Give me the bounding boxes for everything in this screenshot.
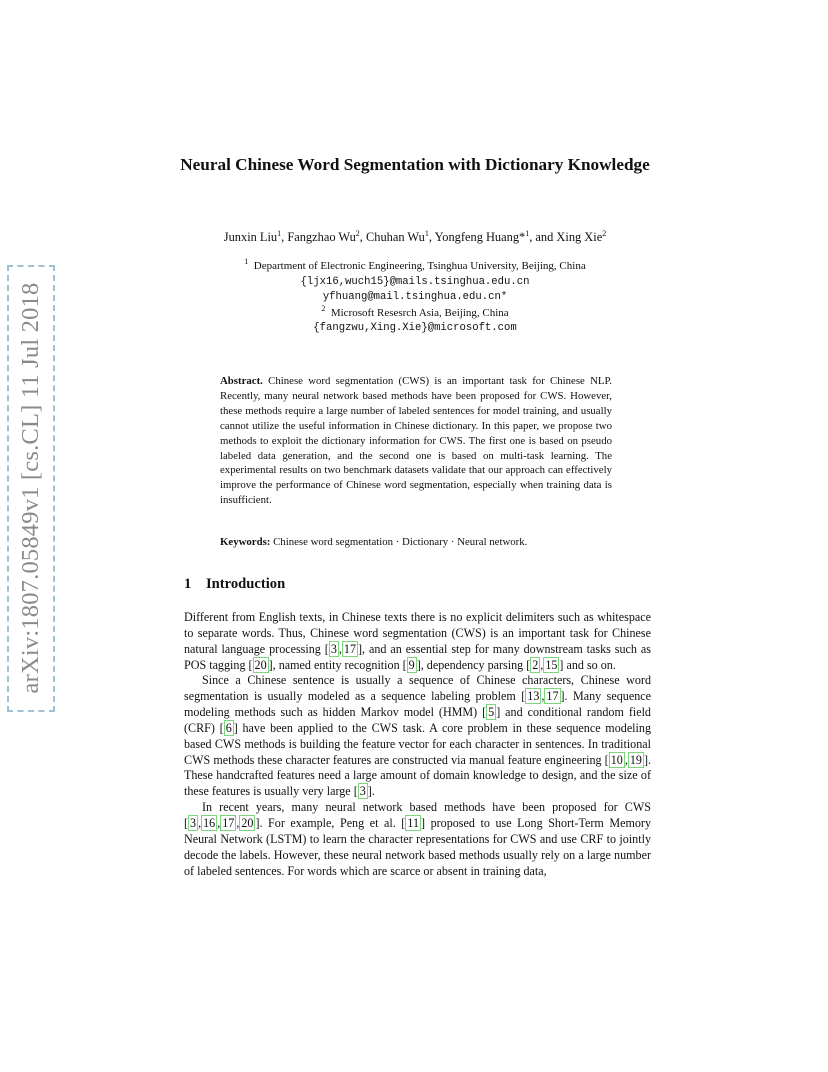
text-segment: ], named entity recognition [: [268, 657, 407, 672]
author-affiliation-sup: 1: [277, 229, 282, 238]
keywords: [220, 535, 612, 550]
arxiv-identifier: arXiv:1807.05849v1 [cs.CL] 11 Jul 2018: [17, 282, 44, 694]
text-segment: ,: [624, 752, 628, 767]
author-name: Junxin Liu: [223, 230, 278, 244]
author-name: Chuhan Wu: [366, 230, 425, 244]
citation-link[interactable]: 9: [408, 657, 415, 672]
text-segment: ]. For example, Peng et al. [: [255, 815, 406, 830]
citation-link[interactable]: 13: [527, 689, 540, 704]
paper-title: Neural Chinese Word Segmentation with Dictionary Knowledge: [180, 155, 650, 174]
affiliation-2-email: {fangzwu,Xing.Xie}@microsoft.com: [313, 322, 517, 334]
text-segment: ] proposed to use Long Short-Term Memory Neural Network (LSTM) to learn the character representations for CWS and use CRF to jointly decode the labels. However, these neural network based methods usually rely on a large number of labeled sentences. For words which are scarce or absent in training data,: [184, 815, 651, 878]
text-segment: ], and an essential step for many downstream tasks such as POS tagging [: [184, 641, 651, 672]
author-name: Yongfeng Huang: [434, 230, 520, 244]
text-segment: ,: [217, 815, 221, 830]
keywords-text: Chinese word segmentation · Dictionary · Neural network.: [273, 536, 528, 548]
author-affiliation-sup: 2: [602, 229, 607, 238]
text-segment: Different from English texts, in Chinese texts there is no explicit delimiters such as whitespace to separate words. Thus, Chinese word segmentation (CWS) is an important task for Chinese natural language processing [: [184, 610, 651, 656]
citation-link[interactable]: 5: [488, 705, 495, 720]
text-segment: ] and so on.: [559, 657, 616, 672]
paragraph: [184, 673, 651, 800]
author-affiliation-sup: 2: [355, 229, 360, 238]
corresponding-mark: *: [519, 230, 526, 244]
citation-link[interactable]: 17: [343, 641, 356, 656]
author-name: Xing Xie: [556, 230, 603, 244]
affiliation-1-email: {ljx16,wuch15}@mails.tsinghua.edu.cn: [300, 275, 530, 288]
text-segment: Since a Chinese sentence is usually a sequence of Chinese characters, Chinese word segmentation is usually modeled as a sequence labeling problem [: [184, 673, 651, 704]
abstract-label: Abstract.: [220, 375, 263, 387]
citation-link[interactable]: 20: [241, 815, 254, 830]
text-segment: ,: [338, 641, 342, 656]
citation-link[interactable]: 17: [546, 689, 559, 704]
affiliation-1: $^1$ Department of Electronic Engineering, Tsinghua University, Beijing, China: [244, 257, 586, 272]
section-number: 1: [184, 576, 192, 592]
citation-link[interactable]: 3: [330, 641, 337, 656]
citation-link[interactable]: 16: [203, 815, 216, 830]
citation-link[interactable]: 15: [545, 657, 558, 672]
text-segment: ]. These handcrafted features need a large amount of domain knowledge to design, and the size of these features is usually very large [: [184, 752, 651, 799]
citation-link[interactable]: 6: [225, 720, 232, 735]
citation-link[interactable]: 3: [190, 815, 197, 830]
author-name: Fangzhao Wu: [287, 230, 356, 244]
paragraph: [184, 610, 651, 673]
author-list: Junxin Liu$^1$, Fangzhao Wu$^2$, Chuhan Wu$^1$, Yongfeng Huang*$^1$, and Xing Xie$^2$: [223, 229, 607, 244]
affiliation-1-email-2: yfhuang@mail.tsinghua.edu.cn*: [322, 291, 508, 303]
text-segment: ].: [367, 784, 375, 799]
citation-link[interactable]: 17: [222, 815, 235, 830]
text-segment: ,: [198, 815, 202, 830]
affiliations: [130, 259, 700, 337]
author-affiliation-sup: 1: [424, 229, 429, 238]
text-segment: ] have been applied to the CWS task. A core problem in these sequence modeling based CWS methods is building the feature vector for each character in sentences. In traditional CWS methods these character features are constructed via manual feature engineering [: [184, 720, 651, 767]
body-text: [184, 610, 651, 879]
text-segment: ,: [541, 689, 545, 704]
author-affiliation-sup: 1: [525, 229, 530, 238]
citation-link[interactable]: 11: [407, 815, 419, 830]
citation-link[interactable]: 3: [359, 784, 366, 799]
text-segment: ,: [540, 657, 544, 672]
abstract-text: Chinese word segmentation (CWS) is an important task for Chinese NLP. Recently, many neural network based methods have been proposed for CWS. However, these methods require a large number of labeled sentences for model training, and usually cannot utilize the useful information in Chinese dictionary. In this paper, we propose two methods to exploit the dictionary information for CWS. The first one is based on pseudo labeled data generation, and the second one is based on multi-task learning. The experimental results on two benchmark datasets validate that our approach can effectively improve the performance of Chinese word segmentation, especially when training data is insufficient.: [220, 375, 612, 507]
abstract: [220, 374, 612, 508]
citation-link[interactable]: 20: [254, 657, 267, 672]
section-title: Introduction: [206, 576, 286, 592]
paragraph: [184, 800, 651, 879]
text-segment: ]. Many sequence modeling methods such as hidden Markov model (HMM) [: [184, 689, 651, 720]
affiliation-2: $^2$ Microsoft Resesrch Asia, Beijing, China: [321, 303, 509, 319]
text-segment: ], dependency parsing [: [416, 657, 531, 672]
keywords-label: Keywords:: [220, 536, 271, 548]
text-segment: ] and conditional random field (CRF) [: [184, 705, 651, 735]
text-segment: ,: [236, 815, 240, 830]
citation-link[interactable]: 19: [629, 752, 642, 767]
section-heading: [184, 576, 285, 593]
citation-link[interactable]: 10: [610, 752, 623, 767]
text-segment: In recent years, many neural network based methods have been proposed for CWS [: [184, 800, 651, 830]
citation-link[interactable]: 2: [532, 657, 539, 672]
